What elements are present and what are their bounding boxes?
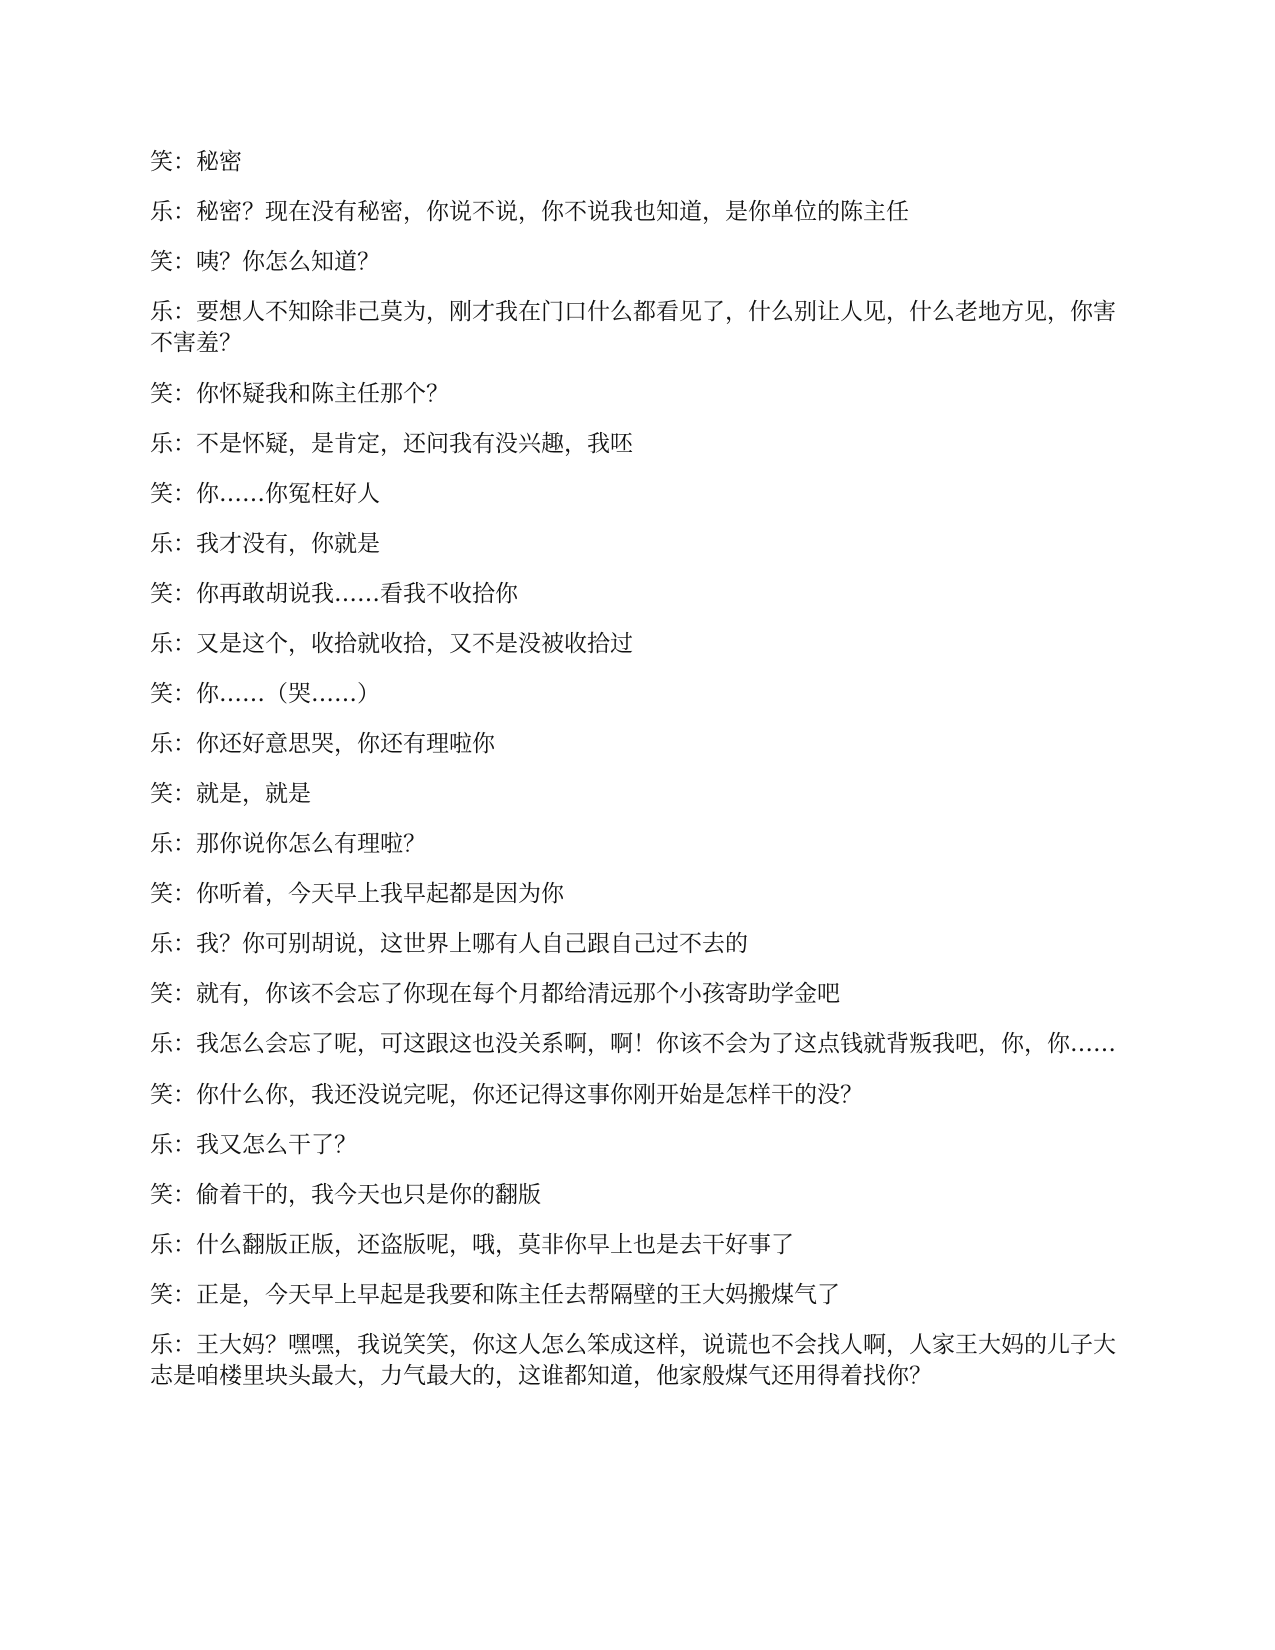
- dialogue-line: 笑：秘密: [150, 149, 242, 175]
- dialogue-line: 乐：要想人不知除非己莫为，刚才我在门口什么都看见了，什么别让人见，什么老地方见，你害不害羞？: [150, 299, 1116, 356]
- dialogue-line: 乐：我又怎么干了？: [150, 1132, 357, 1158]
- dialogue-line: 乐：你还好意思哭，你还有理啦你: [150, 731, 495, 757]
- dialogue-line: 笑：你怀疑我和陈主任那个？: [150, 381, 449, 407]
- dialogue-line: 乐：我怎么会忘了呢，可这跟这也没关系啊，啊！你该不会为了这点钱就背叛我吧，你，你……: [150, 1031, 1116, 1057]
- dialogue-line: 笑：你什么你，我还没说完呢，你还记得这事你刚开始是怎样干的没？: [150, 1082, 863, 1108]
- dialogue-line: 乐：秘密？现在没有秘密，你说不说，你不说我也知道，是你单位的陈主任: [150, 199, 909, 225]
- dialogue-line: 笑：你听着，今天早上我早起都是因为你: [150, 881, 564, 907]
- dialogue-line: 笑：就有，你该不会忘了你现在每个月都给清远那个小孩寄助学金吧: [150, 981, 840, 1007]
- dialogue-line: 笑：你……你冤枉好人: [150, 481, 380, 507]
- dialogue-line: 乐：我？你可别胡说，这世界上哪有人自己跟自己过不去的: [150, 931, 748, 957]
- dialogue-line: 乐：什么翻版正版，还盗版呢，哦，莫非你早上也是去干好事了: [150, 1232, 794, 1258]
- dialogue-line: 乐：王大妈？嘿嘿，我说笑笑，你这人怎么笨成这样，说谎也不会找人啊，人家王大妈的儿子大志是咱楼里块头最大，力气最大的，这谁都知道，他家般煤气还用得着找你？: [150, 1332, 1116, 1389]
- dialogue-line: 笑：正是，今天早上早起是我要和陈主任去帮隔壁的王大妈搬煤气了: [150, 1282, 840, 1308]
- dialogue-line: 乐：又是这个，收拾就收拾，又不是没被收拾过: [150, 631, 633, 657]
- dialogue-line: 笑：咦？你怎么知道？: [150, 249, 380, 275]
- dialogue-line: 乐：我才没有，你就是: [150, 531, 380, 557]
- dialogue-line: 乐：不是怀疑，是肯定，还问我有没兴趣，我呸: [150, 431, 633, 457]
- dialogue-line: 笑：偷着干的，我今天也只是你的翻版: [150, 1182, 541, 1208]
- dialogue-line: 笑：你……（哭……）: [150, 681, 380, 707]
- dialogue-line: 乐：那你说你怎么有理啦？: [150, 831, 426, 857]
- dialogue-line: 笑：就是，就是: [150, 781, 311, 807]
- dialogue-line: 笑：你再敢胡说我……看我不收拾你: [150, 581, 518, 607]
- dialogue-text-block: [150, 147, 1130, 1412]
